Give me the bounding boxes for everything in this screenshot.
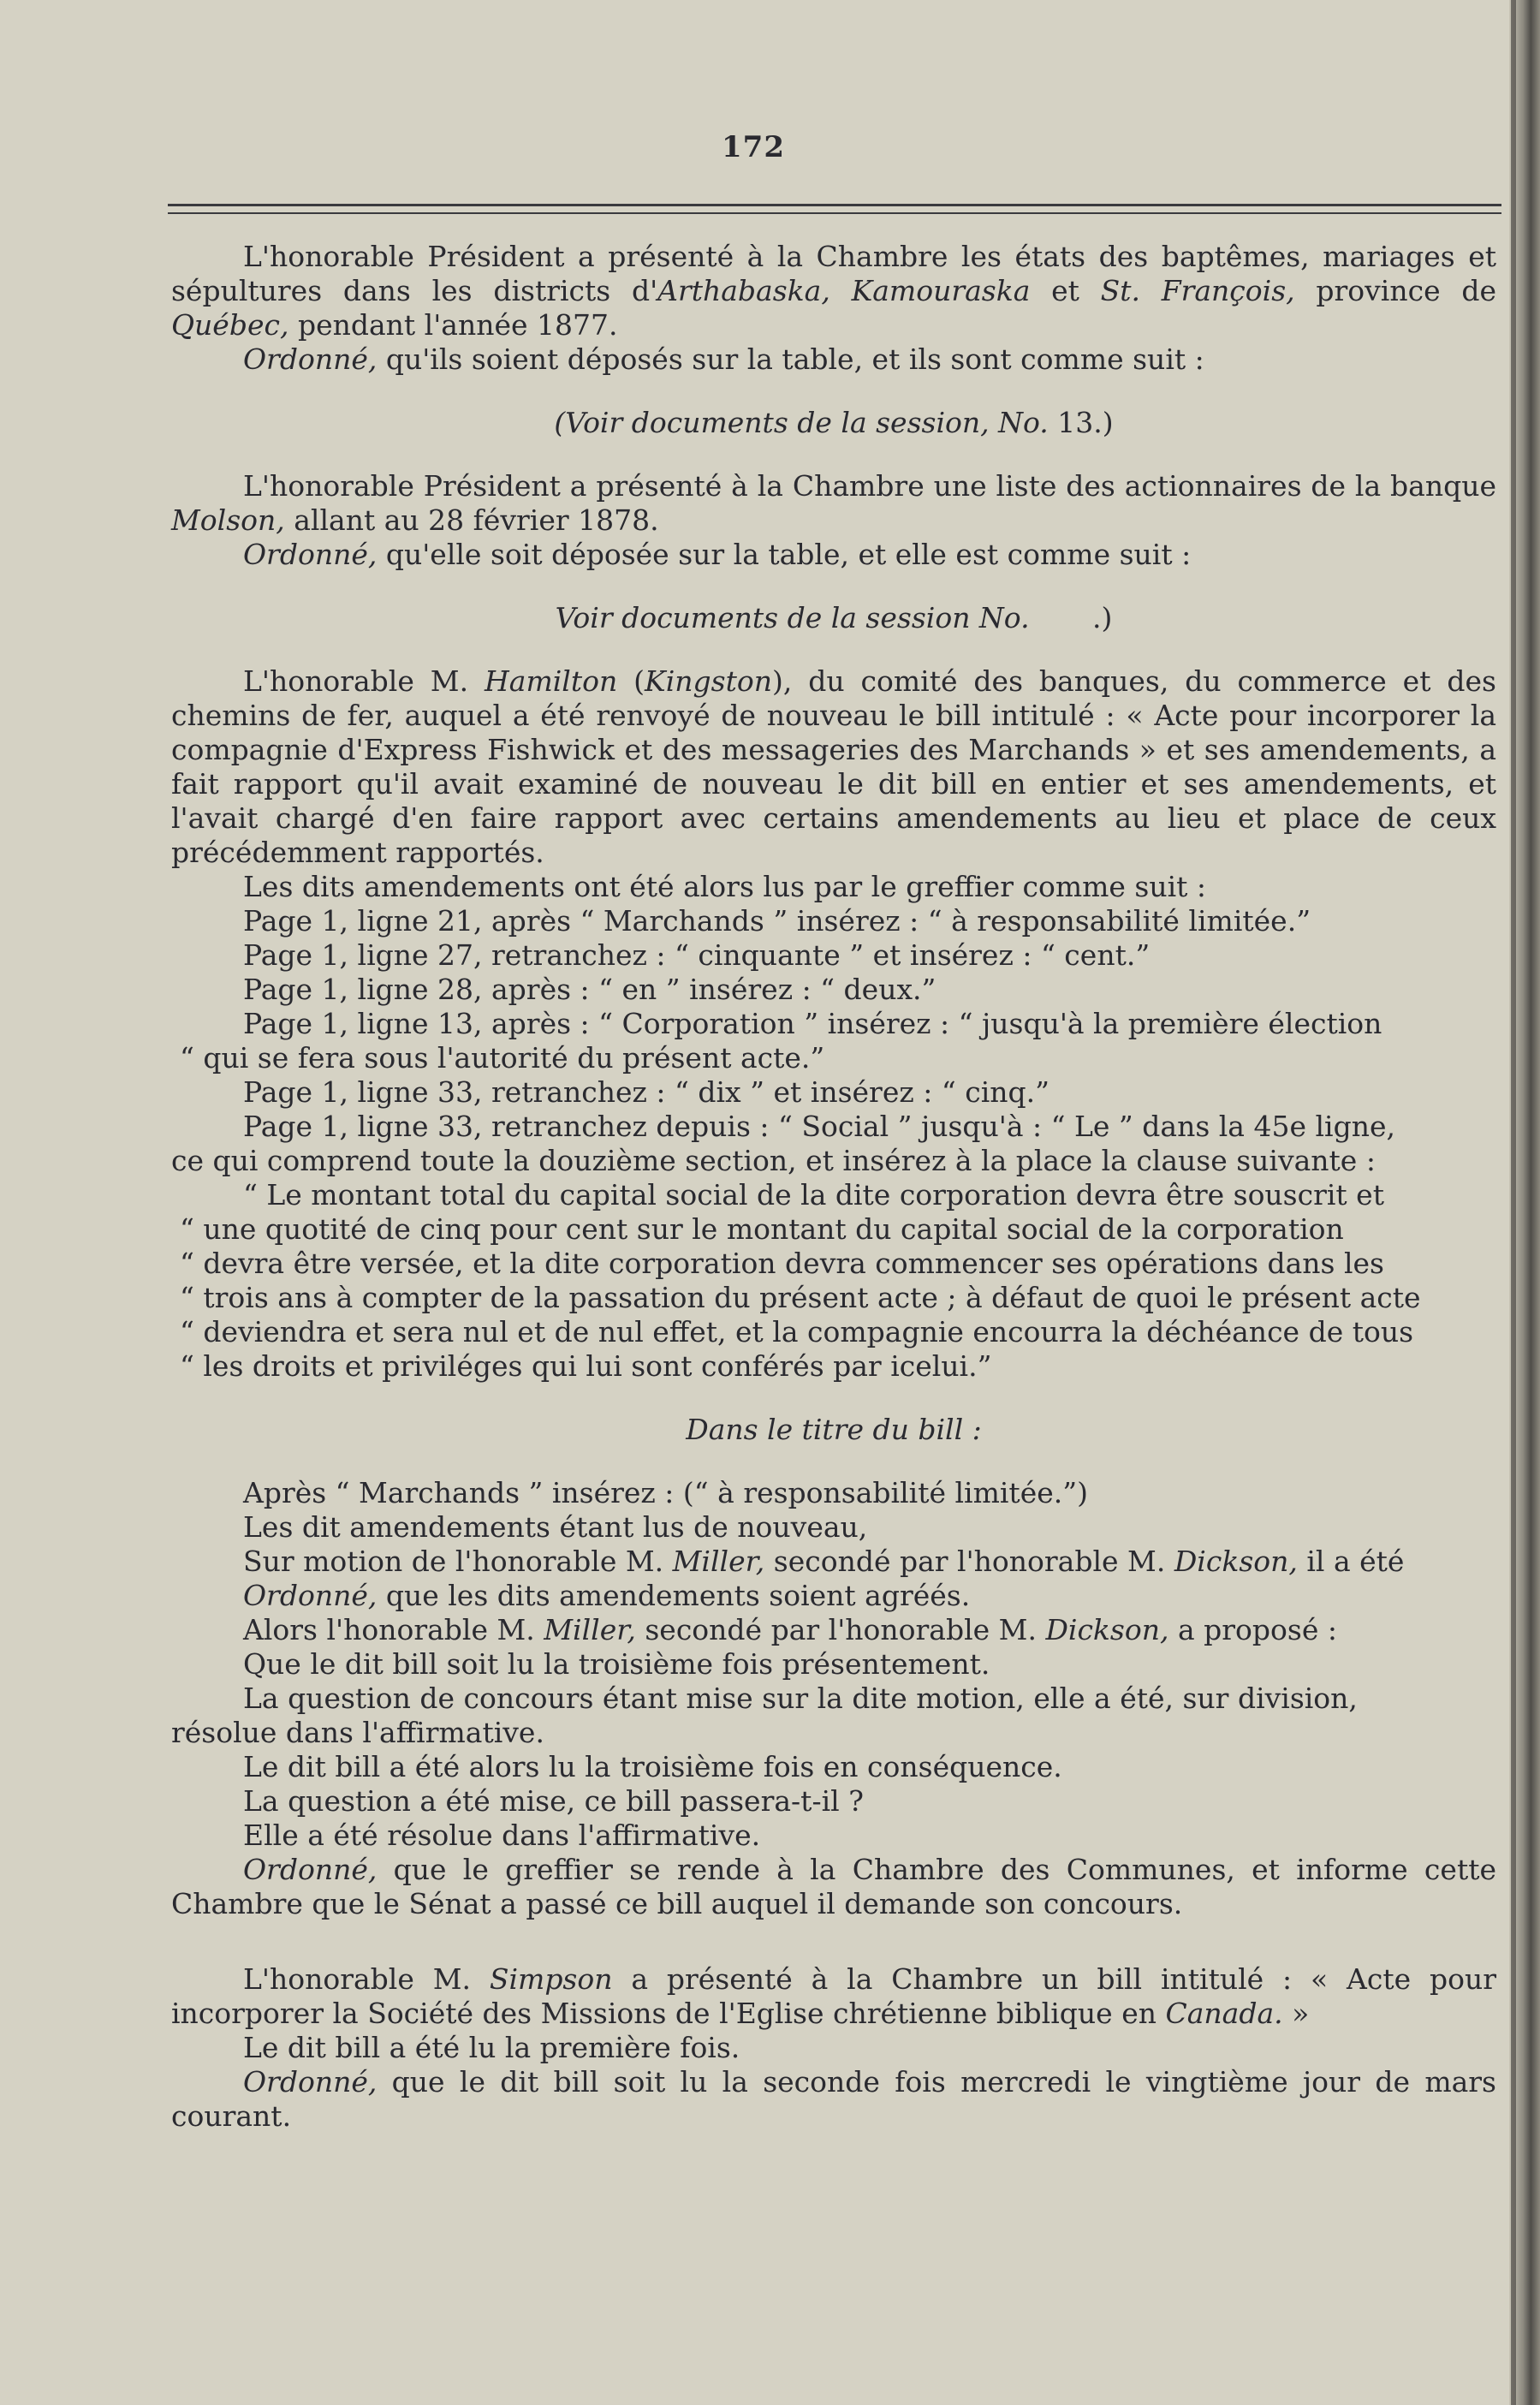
quoted-clause-line: “ devra être versée, et la dite corporation devra commencer ses opérations dans les xyxy=(180,1247,1384,1280)
amendment-line: Page 1, ligne 13, après : “ Corporation ” insérez : “ jusqu'à la première élection xyxy=(243,1007,1382,1040)
paragraph-bill-simpson: L'honorable M. Simpson a présenté à la Chambre un bill intitulé : « Acte pour incorporer la Société des Missions de l'Eglise chrétienne biblique en Canada. » xyxy=(171,1962,1496,2030)
amendment-continuation: “ qui se fera sous l'autorité du présent acte.” xyxy=(180,1041,825,1075)
page-number: 172 xyxy=(722,130,785,164)
order-line: Ordonné, que les dits amendements soient agréés. xyxy=(243,1579,971,1612)
document-reference-blank: Voir documents de la session No. .) xyxy=(555,601,1113,634)
order-line: Ordonné, qu'elle soit déposée sur la table, et elle est comme suit : xyxy=(243,538,1192,571)
header-rule-bottom xyxy=(168,212,1501,214)
quoted-clause-line: “ deviendra et sera nul et de nul effet, et la compagnie encourra la déchéance de tous xyxy=(180,1315,1414,1348)
quoted-clause-line: “ Le montant total du capital social de la dite corporation devra être souscrit et xyxy=(243,1178,1384,1211)
amendment-line: Page 1, ligne 27, retranchez : “ cinquante ” et insérez : “ cent.” xyxy=(243,938,1151,972)
proceedings-line: Que le dit bill soit lu la troisième fois présentement. xyxy=(243,1647,990,1681)
amendment-line: Page 1, ligne 21, après “ Marchands ” insérez : “ à responsabilité limitée.” xyxy=(243,904,1311,938)
order-line: Ordonné, que le greffier se rende à la Chambre des Communes, et informe cette Chambre que le Sénat a passé ce bill auquel il demande son concours. xyxy=(171,1853,1496,1920)
proceedings-line: La question a été mise, ce bill passera-t-il ? xyxy=(243,1784,864,1818)
proceedings-line: Les dit amendements étant lus de nouveau, xyxy=(243,1510,868,1544)
motion-line: Sur motion de l'honorable M. Miller, secondé par l'honorable M. Dickson, il a été xyxy=(243,1545,1405,1578)
amendment-line: Page 1, ligne 28, après : “ en ” insérez : “ deux.” xyxy=(243,973,936,1006)
paragraph-liste-actionnaires: L'honorable Président a présenté à la Chambre une liste des actionnaires de la banque Molson, allant au 28 février 1878. xyxy=(171,469,1496,537)
proceedings-line: La question de concours étant mise sur la dite motion, elle a été, sur division, xyxy=(243,1682,1358,1715)
quoted-clause-line: “ trois ans à compter de la passation du présent acte ; à défaut de quoi le présent acte xyxy=(180,1281,1421,1314)
proceedings-line: Elle a été résolue dans l'affirmative. xyxy=(243,1819,761,1852)
paragraph-comite-banques: L'honorable M. Hamilton (Kingston), du comité des banques, du commerce et des chemins de fer, auquel a été renvoyé de nouveau le bill intitulé : « Acte pour incorporer la compagnie d'Express Fishwick et des messageries des Marchands » et ses amendements, a fait rapport qu'il avait examiné de nouveau le dit bill en entier et ses amendements, et l'avait chargé d'en faire rapport avec certains amendements au lieu et place de ceux précédemment rapportés. xyxy=(171,664,1496,869)
title-amendment: Après “ Marchands ” insérez : (“ à responsabilité limitée.”) xyxy=(243,1476,1088,1509)
quoted-clause-line: “ une quotité de cinq pour cent sur le montant du capital social de la corporation xyxy=(180,1212,1344,1246)
amendment-line: Page 1, ligne 33, retranchez : “ dix ” et insérez : “ cinq.” xyxy=(243,1075,1049,1109)
proceedings-line: Le dit bill a été lu la première fois. xyxy=(243,2031,740,2064)
paragraph-gap xyxy=(171,1921,1496,1962)
binding-shadow-line xyxy=(1511,0,1516,2405)
amendment-line: Les dits amendements ont été alors lus par le greffier comme suit : xyxy=(243,870,1207,903)
header-rule-top xyxy=(168,204,1501,206)
proceedings-continuation: résolue dans l'affirmative. xyxy=(171,1716,544,1749)
paragraph-etats-baptemes: L'honorable Président a présenté à la Chambre les états des baptêmes, mariages et sépultures dans les districts d'Arthabaska, Kamouraska et St. François, province de Québec, pendant l'année 1877. xyxy=(171,240,1496,342)
quoted-clause-line: “ les droits et priviléges qui lui sont conférés par icelui.” xyxy=(180,1349,992,1383)
order-line: Ordonné, qu'ils soient déposés sur la table, et ils sont comme suit : xyxy=(243,342,1204,376)
document-reference-13: (Voir documents de la session, No. 13.) xyxy=(554,406,1114,439)
motion-line: Alors l'honorable M. Miller, secondé par l'honorable M. Dickson, a proposé : xyxy=(243,1613,1337,1646)
proceedings-line: Le dit bill a été alors lu la troisième fois en conséquence. xyxy=(243,1750,1062,1783)
amendment-line: Page 1, ligne 33, retranchez depuis : “ Social ” jusqu'à : “ Le ” dans la 45e ligne, xyxy=(243,1110,1395,1143)
order-line: Ordonné, que le dit bill soit lu la seconde fois mercredi le vingtième jour de mars courant. xyxy=(171,2065,1496,2133)
amendment-continuation: ce qui comprend toute la douzième section, et insérez à la place la clause suivante : xyxy=(171,1144,1376,1177)
bill-title-heading: Dans le titre du bill : xyxy=(686,1413,982,1446)
page-body xyxy=(171,240,1496,2134)
